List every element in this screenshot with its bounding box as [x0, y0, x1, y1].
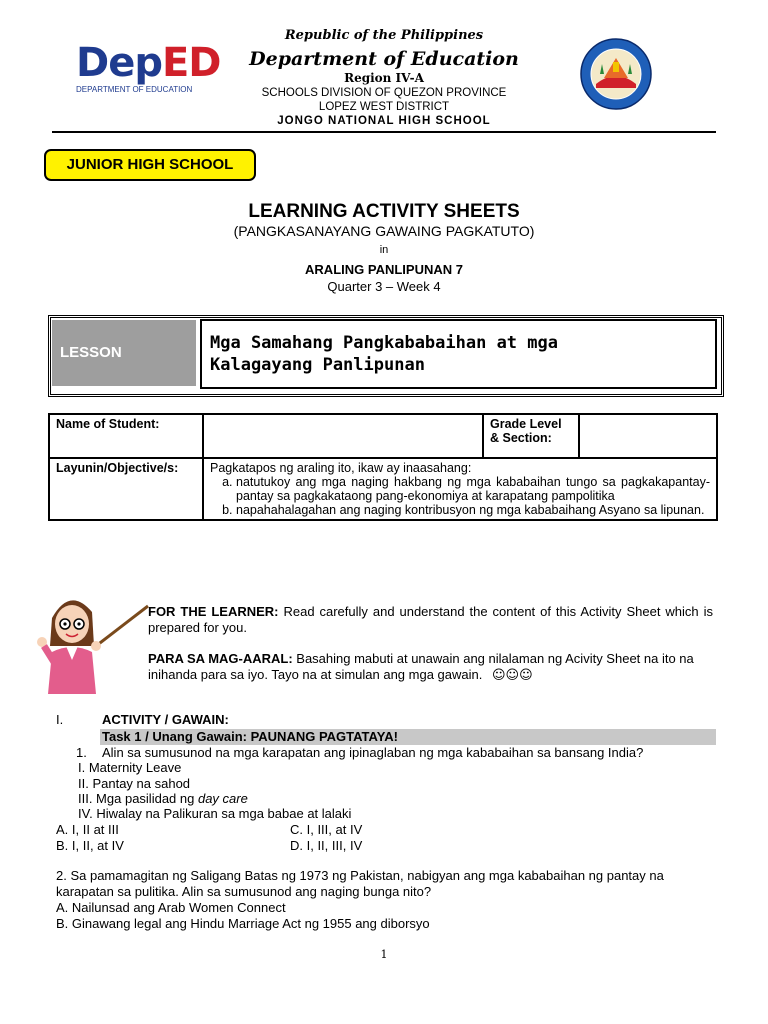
q2-choice-b[interactable]: B. Ginawang legal ang Hindu Marriage Act ng 1955 ang diborsyo	[56, 916, 430, 931]
school-line: JONGO NATIONAL HIGH SCHOOL	[277, 115, 491, 127]
quarter-week: Quarter 3 – Week 4	[327, 279, 441, 294]
grade-section-label	[483, 414, 579, 458]
q1-item-text: III. Mga pasilidad ng	[78, 791, 198, 806]
activity-heading: ACTIVITY / GAWAIN:	[102, 712, 229, 727]
division-line: SCHOOLS DIVISION OF QUEZON PROVINCE	[261, 87, 507, 99]
logo-caption: DEPARTMENT OF EDUCATION	[76, 85, 193, 94]
q1-item: I. Maternity Leave	[78, 760, 182, 775]
school-seal-icon	[580, 38, 652, 110]
doc-in: in	[379, 244, 389, 256]
name-field[interactable]	[203, 414, 483, 458]
header-divider	[52, 131, 716, 133]
doc-title: LEARNING ACTIVITY SHEETS	[248, 201, 520, 222]
region-line: Region IV-A	[344, 71, 424, 85]
objective-item: a. natutukoy ang mga naging hakbang ng mga kababaihan tungo sa pagkakapantay-pantay sa pagkakataong pang-ekonomiya at karapatang pampolitika	[236, 475, 710, 503]
student-info-table	[48, 413, 718, 521]
q1-item-italic: day care	[197, 791, 248, 806]
name-label: Name of Student:	[49, 414, 203, 458]
task-1-heading: Task 1 / Unang Gawain: PAUNANG PAGTATAYA!	[100, 729, 716, 745]
objective-label: Layunin/Objective/s:	[49, 458, 203, 520]
q2-choice-a[interactable]: A. Nailunsad ang Arab Women Connect	[56, 900, 286, 915]
lesson-title-line-2: Kalagayang Panlipunan	[210, 355, 425, 375]
junior-high-badge: JUNIOR HIGH SCHOOL	[44, 149, 256, 181]
grade-label-1: Grade Level	[490, 417, 562, 431]
q1-item	[78, 791, 248, 807]
q1-question: Alin sa sumusunod na mga karapatan ang ipinaglaban ng mga kababaihan sa bansang India?	[102, 745, 644, 760]
teacher-illustration-icon	[30, 584, 150, 694]
learner-note-en-text: Read carefully and understand the content of this Activity Sheet which is prepared for you.	[148, 604, 713, 635]
q1-choice-d[interactable]: D. I, II, III, IV	[290, 838, 363, 853]
learner-note-fil-text: Basahing mabuti at unawain ang nilalaman ng Acivity Sheet na ito na inihanda para sa iyo. Tayo na at simulan ang mga gawain.	[148, 651, 694, 682]
q2-question: 2. Sa pamamagitan ng Saligang Batas ng 1973 ng Pakistan, nabigyan ang mga kababaihan ng pantay na karapatan sa pulitika. Alin sa sumusunod ang naging bunga nito?	[56, 868, 664, 899]
q1-choice-c[interactable]: C. I, III, at IV	[290, 822, 363, 837]
doc-subtitle: (PANGKASANAYANG GAWAING PAGKATUTO)	[233, 223, 535, 239]
learner-note-fil	[148, 651, 713, 684]
learner-note-fil-label: PARA SA MAG-AARAL:	[148, 651, 293, 666]
q1-choice-a[interactable]: A. I, II at III	[56, 822, 119, 837]
page-number: 1	[380, 948, 388, 961]
learner-note-en	[148, 604, 713, 636]
q1-item: IV. Hiwalay na Palikuran sa mga babae at lalaki	[78, 806, 352, 821]
smiley-icons: ☺☺☺	[492, 668, 533, 683]
learner-note-en-label: FOR THE LEARNER:	[148, 604, 279, 619]
logo-text-dep: Dep	[76, 40, 162, 86]
district-line: LOPEZ WEST DISTRICT	[318, 101, 450, 113]
grade-label-2: & Section:	[490, 431, 552, 445]
q1-number: 1.	[76, 745, 87, 760]
q1-choice-b[interactable]: B. I, II, at IV	[56, 838, 124, 853]
republic-line: Republic of the Philippines	[284, 28, 484, 43]
q1-item: II. Pantay na sahod	[78, 776, 191, 791]
lesson-label: LESSON	[52, 320, 196, 386]
activity-numeral: I.	[56, 712, 64, 727]
department-line: Department of Education	[249, 48, 519, 70]
objective-intro: Pagkatapos ng araling ito, ikaw ay inaasahang:	[210, 461, 472, 475]
logo-text-ed: ED	[161, 40, 221, 86]
objective-item: b. napahahalagahan ang naging kontribusyon ng mga kababaihang Asyano sa lipunan.	[236, 503, 710, 517]
grade-section-field[interactable]	[579, 414, 717, 458]
objective-cell	[203, 458, 717, 520]
objective-list	[210, 475, 710, 517]
lesson-title	[210, 332, 710, 376]
subject-title: ARALING PANLIPUNAN 7	[305, 262, 463, 277]
lesson-title-line-1: Mga Samahang Pangkababaihan at mga	[210, 333, 558, 353]
